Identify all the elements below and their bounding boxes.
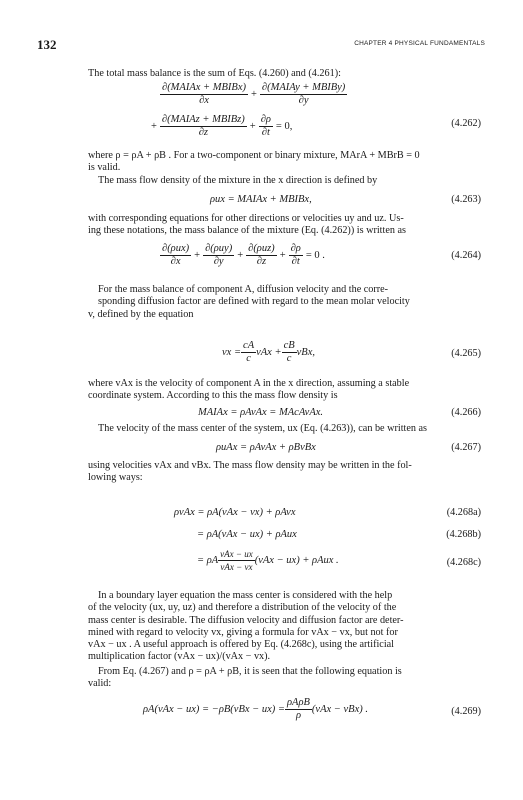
paragraph-mass-center: The velocity of the mass center of the system, ux (Eq. (4.263)), can be written as xyxy=(98,423,428,434)
eq-number-4-268c: (4.268c) xyxy=(446,557,481,568)
paragraph-mass-flow: The mass flow density of the mixture in the x direction is defined by xyxy=(98,175,378,186)
equation-4-264: $\frac{\text{∂(ρux)}}{\partial x}$ + $\frac{\text{∂(ρuy)}}{\partial y}$ + $\frac{\text{∂(ρuz)}}{\partial z}$ + $\frac{\partial\rho}{\partial t}$ = 0 . xyxy=(162,243,325,267)
equation-4-267: ρuAx = ρAvAx + ρBvBx xyxy=(216,442,316,453)
eq-number-4-263: (4.263) xyxy=(451,194,481,205)
equation-4-269: ρA(vAx − ux) = −ρB(vBx − ux) = $\frac{\text{ρAρB}}{\rho}$ (vAx − vBx) . xyxy=(143,697,368,721)
paragraph-from-eq: From Eq. (4.267) and ρ = ρA + ρB, it is seen that the following equation is valid: xyxy=(88,666,402,690)
eq-number-4-267: (4.267) xyxy=(451,442,481,453)
eq-number-4-264: (4.264) xyxy=(451,250,481,261)
paragraph-rho: where ρ = ρA + ρB . For a two-component or binary mixture, MArA + MBrB = 0 is valid. xyxy=(88,150,420,174)
eq-number-4-268a: (4.268a) xyxy=(446,507,481,518)
equation-4-262-line1: $\frac{\text{∂(MAIAx + MBIBx)}}{\partial x}$ + $\frac{\text{∂(MAIAy + MBIBy)}}{\partial y}$ xyxy=(162,82,346,106)
paragraph-vax: where vAx is the velocity of component A in the x direction, assuming a stable coordinate system. According to this the mass flow density is xyxy=(88,378,410,402)
equation-4-265: vx = $\frac{cA}{c}$ vAx + $\frac{cB}{c}$ vBx, xyxy=(222,340,316,364)
page-number: 132 xyxy=(37,37,57,52)
equation-4-268c: = ρA $\frac{\text{vAx − ux}}{\text{vAx − vx}}$ (vAx − ux) + ρAux . xyxy=(197,549,339,572)
running-header: CHAPTER 4 PHYSICAL FUNDAMENTALS xyxy=(354,40,485,47)
paragraph-corresponding: with corresponding equations for other directions or velocities uy and uz. Us- ing these notations, the mass balance of the mixture (Eq. (4.262)) is written as xyxy=(88,213,406,237)
eq-number-4-262: (4.262) xyxy=(451,118,481,129)
paragraph-component-a: For the mass balance of component A, diffusion velocity and the corre- sponding diffusion factor are defined with regard to the mean molar velocity v, defined by the equation xyxy=(88,284,410,320)
equation-4-262-line2: + $\frac{\text{∂(MAIAz + MBIBz)}}{\partial z}$ + $\frac{\partial\rho}{\partial t}$ = 0, xyxy=(151,114,293,138)
equation-4-268b: = ρA(vAx − ux) + ρAux xyxy=(197,529,297,540)
eq-number-4-266: (4.266) xyxy=(451,407,481,418)
equation-4-268a: ρvAx = ρA(vAx − vx) + ρAvx xyxy=(174,507,296,518)
eq-number-4-265: (4.265) xyxy=(451,348,481,359)
paragraph-intro: The total mass balance is the sum of Eqs. (4.260) and (4.261): xyxy=(88,68,341,79)
eq-number-4-268b: (4.268b) xyxy=(446,529,481,540)
paragraph-velocities: using velocities vAx and vBx. The mass flow density may be written in the fol- lowing ways: xyxy=(88,460,412,484)
equation-4-266: MAIAx = ρAvAx = MAcAvAx. xyxy=(198,407,324,418)
paragraph-boundary-layer: In a boundary layer equation the mass center is considered with the help of the velocity (ux, uy, uz) and therefore a distribution of the velocity of the mass center is desirable. The diffusion velocity and diffusion factor are deter- mined with regard to velocity vx, giving a formula for vAx − vx, but not for vAx − ux . A useful approach is offered by Eq. (4.268c), using the artificial multiplication factor (vAx − ux)/(vAx − vx). xyxy=(88,590,404,663)
equation-4-263: ρux = MAIAx + MBIBx, xyxy=(210,194,312,205)
eq-number-4-269: (4.269) xyxy=(451,706,481,717)
